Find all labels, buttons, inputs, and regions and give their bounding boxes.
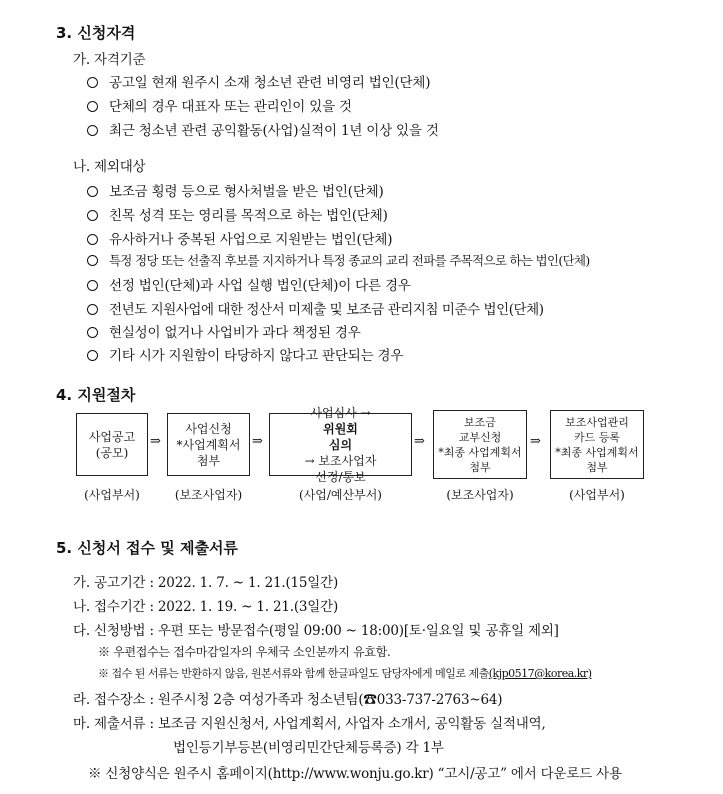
circle-bullet-icon: [87, 350, 98, 361]
arrow-right-icon: ⇒: [150, 434, 161, 449]
qualification-criteria-label: 가. 자격기준: [73, 52, 146, 68]
step-1-caption: (사업부서): [84, 488, 140, 502]
step-2-caption: (보조사업자): [174, 488, 243, 502]
list-item: 현실성이 없거나 사업비가 과다 책정된 경우: [87, 321, 361, 341]
circle-bullet-icon: [87, 280, 98, 291]
process-step-5: 보조사업관리 카드 등록 *최종 사업계획서 첨부: [550, 410, 644, 479]
list-item: 기타 시가 지원함이 타당하지 않다고 판단되는 경우: [87, 344, 403, 364]
list-item: 공고일 현재 원주시 소재 청소년 관련 비영리 법인(단체): [87, 71, 430, 91]
step-4-caption: (보조사업자): [446, 488, 514, 502]
receipt-period: 나. 접수기간 : 2022. 1. 19. ~ 1. 21.(3일간): [73, 599, 339, 615]
circle-bullet-icon: [87, 101, 98, 112]
circle-bullet-icon: [87, 304, 98, 315]
list-item: 친목 성격 또는 영리를 목적으로 하는 법인(단체): [87, 204, 388, 224]
step-5-caption: (사업부서): [569, 488, 625, 502]
process-step-4: 보조금 교부신청 *최종 사업계획서 첨부: [433, 410, 527, 479]
arrow-right-icon: ⇒: [530, 434, 541, 449]
list-item: 단체의 경우 대표자 또는 관리인이 있을 것: [87, 95, 352, 115]
list-item: 특정 정당 또는 선출직 후보를 지지하거나 특정 종교의 교리 전파를 주목적으로 하는 법인(단체): [87, 251, 590, 269]
circle-bullet-icon: [87, 125, 98, 136]
circle-bullet-icon: [87, 255, 98, 266]
receipt-place: 라. 접수장소 : 원주시청 2층 여성가족과 청소년팀(☎033-737-2763~64): [73, 692, 503, 708]
section-4-title: 4. 지원절차: [56, 386, 136, 404]
circle-bullet-icon: [87, 234, 98, 245]
section-5-title: 5. 신청서 접수 및 제출서류: [56, 539, 238, 557]
circle-bullet-icon: [87, 186, 98, 197]
process-step-1: 사업공고 (공모): [76, 413, 148, 476]
announcement-period: 가. 공고기간 : 2022. 1. 7. ~ 1. 21.(15일간): [73, 575, 339, 591]
list-item: 최근 청소년 관련 공익활동(사업)실적이 1년 이상 있을 것: [87, 119, 439, 139]
document-return-note: ※ 접수 된 서류는 반환하지 않음, 원본서류와 함께 한글파일도 담당자에게 메일로 제출(kjp0517@korea.kr): [98, 667, 592, 680]
circle-bullet-icon: [87, 77, 98, 88]
exclusion-label: 나. 제외대상: [73, 159, 146, 175]
list-item: 선정 법인(단체)과 사업 실행 법인(단체)이 다른 경우: [87, 274, 411, 294]
contact-email[interactable]: (kjp0517@korea.kr): [488, 667, 592, 680]
circle-bullet-icon: [87, 210, 98, 221]
process-step-2: 사업신청 *사업계획서 첨부: [167, 413, 250, 476]
list-item: 유사하거나 중복된 사업으로 지원받는 법인(단체): [87, 228, 392, 248]
required-documents-cont: 법인등기부등본(비영리민간단체등록증) 각 1부: [173, 740, 444, 756]
list-item: 보조금 횡령 등으로 형사처벌을 받은 법인(단체): [87, 180, 384, 200]
arrow-right-icon: ⇒: [252, 434, 263, 449]
form-download-note: ※ 신청양식은 원주시 홈페이지(http://www.wonju.go.kr) “고시/공고” 에서 다운로드 사용: [88, 766, 622, 782]
application-method: 다. 신청방법 : 우편 또는 방문접수(평일 09:00 ~ 18:00)[토·일요일 및 공휴일 제외]: [73, 623, 559, 639]
process-step-3: 사업심사 → 위원회 심의 → 보조사업자 선정/통보: [269, 413, 412, 476]
list-item: 전년도 지원사업에 대한 정산서 미제출 및 보조금 관리지침 미준수 법인(단체): [87, 298, 544, 318]
postal-note: ※ 우편접수는 접수마감일자의 우체국 소인분까지 유효함.: [98, 645, 391, 659]
section-3-title: 3. 신청자격: [56, 24, 136, 42]
circle-bullet-icon: [87, 327, 98, 338]
step-3-caption: (사업/예산부서): [299, 488, 382, 502]
required-documents: 마. 제출서류 : 보조금 지원신청서, 사업계획서, 사업자 소개서, 공익활동 실적내역,: [73, 716, 546, 732]
arrow-right-icon: ⇒: [414, 434, 425, 449]
